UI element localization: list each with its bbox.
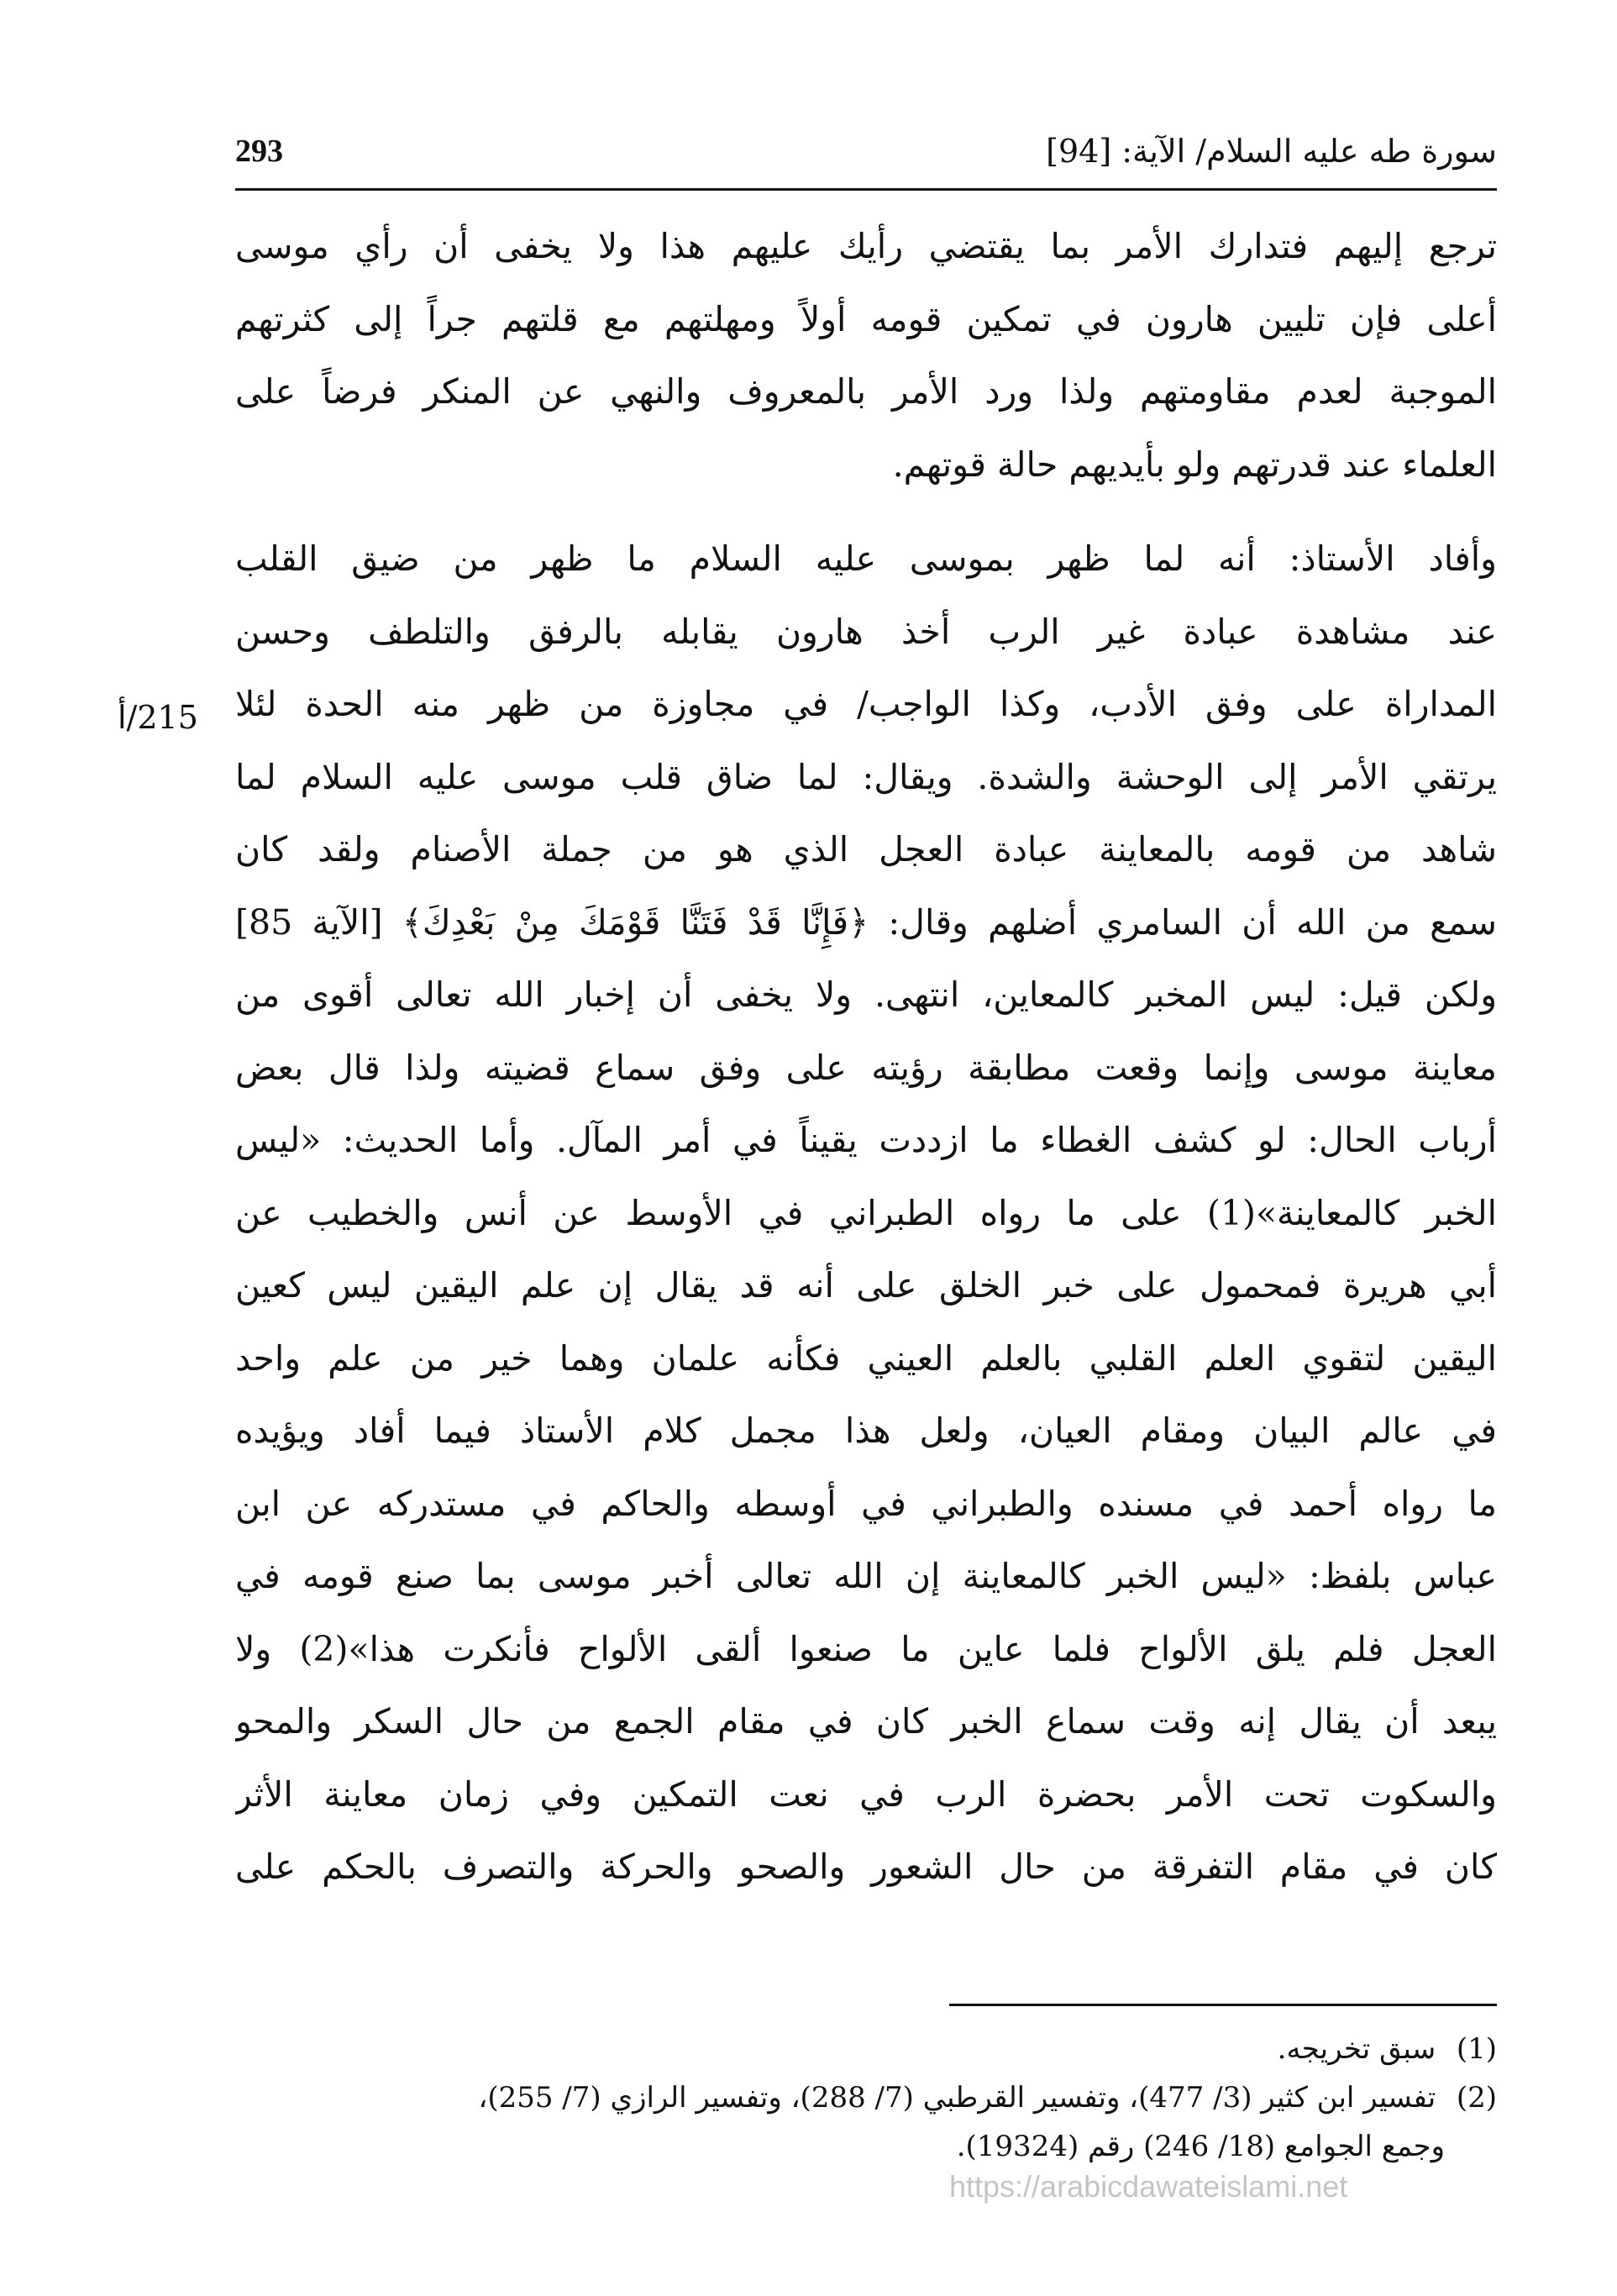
main-text xyxy=(235,210,1497,1904)
text-line: ما رواه أحمد في مسنده والطبراني في أوسطه والحاكم في مستدركه عن ابن xyxy=(235,1483,1497,1524)
header-divider xyxy=(235,188,1497,191)
text-line: شاهد من قومه بالمعاينة عبادة العجل الذي هو من جملة الأصنام ولقد كان xyxy=(235,829,1497,870)
text-line: عند مشاهدة عبادة غير الرب أخذ هارون يقابله بالرفق والتلطف وحسن xyxy=(235,611,1497,652)
text-line: اليقين لتقوي العلم القلبي بالعلم العيني فكأنه علمان وهما خير من علم واحد xyxy=(235,1337,1497,1379)
page-number: 293 xyxy=(235,134,283,169)
text-line: كان في مقام التفرقة من حال الشعور والصحو والحركة والتصرف بالحكم على xyxy=(235,1847,1497,1887)
text-line: معاينة موسى وإنما وقعت مطابقة رؤيته على وفق سماع قضيته ولذا قال بعض xyxy=(235,1047,1497,1088)
text-line: في عالم البيان ومقام العيان، ولعل هذا مجمل كلام الأستاذ فيما أفاد ويؤيده xyxy=(235,1411,1497,1451)
watermark-url: https://arabicdawateislami.net xyxy=(949,2169,1348,2204)
footnote-2 xyxy=(235,2073,1497,2171)
text-line: وأفاد الأستاذ: أنه لما ظهر بموسى عليه السلام ما ظهر من ضيق القلب xyxy=(235,539,1497,579)
paragraph xyxy=(235,523,1497,1904)
text-line: يبعد أن يقال إنه وقت سماع الخبر كان في مقام الجمع من حال السكر والمحو xyxy=(235,1701,1497,1742)
text-line: العجل فلم يلق الألواح فلما عاين ما صنعوا ألقى الألواح فأنكرت هذا»(2) ولا xyxy=(235,1628,1497,1669)
text-line: العلماء عند قدرتهم ولو بأيديهم حالة قوتهم. xyxy=(892,444,1497,485)
text-line: الخبر كالمعاينة»(1) على ما رواه الطبراني في الأوسط عن أنس والخطيب عن xyxy=(235,1192,1497,1233)
text-line: سمع من الله أن السامري أضلهم وقال: ﴿فَإِنَّا قَدْ فَتَنَّا قَوْمَكَ مِنْ بَعْدِكَ﴾ [الآية 85] xyxy=(235,901,1497,943)
footnote-divider xyxy=(949,2004,1497,2006)
text-line: أرباب الحال: لو كشف الغطاء ما ازددت يقيناً في أمر المآل. وأما الحديث: «ليس xyxy=(235,1120,1497,1160)
text-line: عباس بلفظ: «ليس الخبر كالمعاينة إن الله تعالى أخبر موسى بما صنع قومه في xyxy=(235,1556,1497,1596)
text-line: يرتقي الأمر إلى الوحشة والشدة. ويقال: لما ضاق قلب موسى عليه السلام لما xyxy=(235,756,1497,797)
text-line: أعلى فإن تليين هارون في تمكين قومه أولاً ومهلتهم مع قلتهم جراً إلى كثرتهم xyxy=(235,298,1497,339)
text-line: الموجبة لعدم مقاومتهم ولذا ورد الأمر بالمعروف والنهي عن المنكر فرضاً على xyxy=(235,371,1497,412)
text-line: المداراة على وفق الأدب، وكذا الواجب/ في مجاوزة من ظهر منه الحدة لئلا xyxy=(235,684,1497,724)
text-line: ترجع إليهم فتدارك الأمر بما يقتضي رأيك عليهم هذا ولا يخفى أن رأي موسى xyxy=(235,226,1497,266)
footnote-number: (1) xyxy=(1456,2032,1497,2066)
text-line: أبي هريرة فمحمول على خبر الخلق على أنه قد يقال إن علم اليقين ليس كعين xyxy=(235,1265,1497,1306)
footnote-text: سبق تخريجه. xyxy=(1277,2032,1436,2066)
text-line: والسكوت تحت الأمر بحضرة الرب في نعت التمكين وفي زمان معاينة الأثر xyxy=(235,1773,1497,1815)
margin-folio-marker: 215/أ xyxy=(118,699,198,736)
footnotes xyxy=(235,2025,1497,2171)
text-line: ولكن قيل: ليس المخبر كالمعاين، انتهى. ولا يخفى أن إخبار الله تعالى أقوى من xyxy=(235,975,1497,1015)
footnote-text-continued: وجمع الجوامع (18/ 246) رقم (19324). xyxy=(956,2130,1445,2163)
running-header xyxy=(235,126,1497,185)
footnote-text: تفسير ابن كثير (3/ 477)، وتفسير القرطبي (7/ 288)، وتفسير الرازي (7/ 255)، xyxy=(478,2081,1436,2115)
footnote-number: (2) xyxy=(1456,2081,1497,2115)
paragraph xyxy=(235,210,1497,501)
chapter-title: سورة طه عليه السلام/ الآية: [94] xyxy=(1046,133,1497,170)
footnote-1 xyxy=(235,2025,1497,2073)
